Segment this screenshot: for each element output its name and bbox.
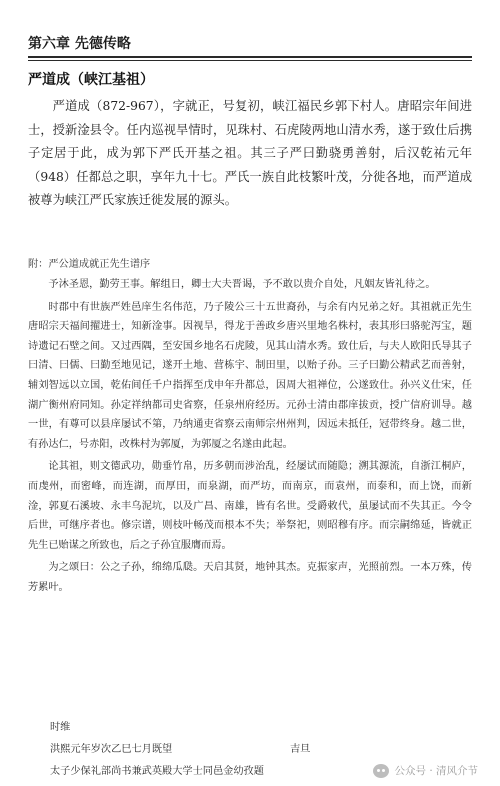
preface-paragraph: 论其祖，则文德武功，勋垂竹帛，历多朝而涉治乱，经屡试而随隐；溯其源流，自浙江桐庐，而虔州，而密峰，而连湖，而厚田，而泉湖，而严坊，而南京，而袁州，而泰和，而上饶，而新淦，郭夏石溪坡、永丰乌泥坑，以及广昌、南雄，皆有名世。受爵敕代，虽屡试而不失其正。今令后世，可继序者也。修宗谱，则枝叶畅茂而根本不失；举祭祀，则昭穆有序。而宗嗣绵延，皆就正先生已贻谋之所致也，后之子孙宜服膺而焉。 — [28, 461, 472, 551]
header-rule — [28, 56, 472, 58]
section-title: 严道成（峡江基祖） — [28, 72, 154, 88]
biography-text — [28, 95, 472, 213]
chapter-header: 第六章 先德传略 — [28, 36, 131, 52]
wechat-icon — [373, 764, 389, 778]
auspicious-label: 吉旦 — [290, 744, 311, 755]
appendix-label: 附：严公道成就正先生谱序 — [28, 259, 151, 270]
watermark-text: 公众号 · 清风介节 — [394, 765, 478, 777]
biography-paragraph: 严道成（872-967），字就正，号复初，峡江福民乡郭下村人。唐昭宗年间进士，授新淦县令。任内巡视旱情时，见珠村、石虎陵两地山清水秀，遂于致仕后携子定居于此，成为郭下严氏开基之祖。其三子严曰勤骁勇善射，后汉乾祐元年（948）任都总之职，享年九十七。严氏一族自此枝繁叶茂，分徙各地，而严道成被尊为峡江严氏家族迁徙发展的源头。 — [28, 99, 472, 208]
header-rule-thin — [28, 60, 472, 61]
preface-paragraph: 予沐圣恩，勤劳王事。解组日，卿士大夫晋谒，予不敢以贵介自处，凡姻友皆礼待之。 — [48, 279, 436, 290]
watermark — [373, 763, 478, 778]
book-page: 第六章 先德传略 严道成（峡江基祖） 严道成（872-967），字就正，号复初，峡江福民乡郭下村人。唐昭宗年间进士，授新淦县令。任内巡视旱情时，见珠村、石虎陵两地山清水秀，遂于致仕后携子定居于此，成为郭下严氏开基之祖。其三子严曰勤骁勇善射，后汉乾祐元年（948）任都总之职，享年九十七。严氏一族自此枝繁叶茂，分徙各地，而严道成被尊为峡江严氏家族迁徙发展的源头。 附：严公道成就正先生谱序 予沐圣恩，勤劳王事。解组日，卿士大夫晋谒，予不敢以贵介自处，凡姻友皆礼待之。 时郡中有世族严姓邑庠生名伟范，乃子陵公三十五世裔孙，与余有内兄弟之好。其祖就正先生唐昭宗天福间擢进士，知新淦事。因视旱，得龙于善政乡唐兴里地名株村，表其形曰骆驼泻宝，题诗遗记石壁之间。又过西隅，至安国乡地名石虎陵，见其山清水秀。致仕后，与夫人欧阳氏导其子曰清、曰儒、曰勤至地见记，遂开土地、营栋宇、制田里，以贻子孙。三子曰勤公精武艺而善射，辅刘智远以立国，乾佑间任千户指挥至戊申年升都总，因周大祖禅位，公遂致仕。孙兴义仕宋，任湖广衡州府同知。孙定祥纳都司史省察，任泉州府经历。元孙士清由郡庠拔贡，授广信府训导。越一世，有尊可以县庠屡试不第，乃纳通吏省察云南师宗州州判，因远未抵任，冠带终身。越二世，有孙达仁，号赤阳，改株村为郭厦，为郭厦之名遂由此起。 论其祖，则文德武功，勋垂竹帛，历多朝而涉治乱，经屡试而随隐；溯其源流，自浙江桐庐，而虔州，而密峰，而连湖，而厚田，而泉湖，而严坊，而南京，而袁州，而泰和，而上饶，而新淦，郭夏石溪坡、永丰乌泥坑，以及广昌、南雄，皆有名世。受爵敕代，虽屡试而不失其正。今令后世，可继序者也。修宗谱，则枝叶畅茂而根本不失；举祭祀，则昭穆有序。而宗嗣绵延，皆就正先生已贻谋之所致也，后之子孙宜服膺而焉。 为之颂曰：公之子孙，绵绵瓜瓞。天启其贤，地钟其杰。克振家声，光照前烈。一本万殊，传芳累叶。 时维 洪熙元年岁次乙巳七月既望 吉旦 太子少保礼部尚书兼武英殿大学士同邑金幼孜题 公众号 · 清风介节 — [28, 36, 478, 777]
preface-paragraph: 时郡中有世族严姓邑庠生名伟范，乃子陵公三十五世裔孙，与余有内兄弟之好。其祖就正先生唐昭宗天福间擢进士，知新淦事。因视旱，得龙于善政乡唐兴里地名株村，表其形曰骆驼泻宝，题诗遗记石壁之间。又过西隅，至安国乡地名石虎陵，见其山清水秀。致仕后，与夫人欧阳氏导其子曰清、曰儒、曰勤至地见记，遂开土地、营栋宇、制田里，以贻子孙。三子曰勤公精武艺而善射，辅刘智远以立国，乾佑间任千户指挥至戊申年升都总，因周大祖禅位，公遂致仕。孙兴义仕宋，任湖广衡州府同知。孙定祥纳都司史省察，任泉州府经历。元孙士清由郡庠拔贡，授广信府训导。越一世，有尊可以县庠屡试不第，乃纳通吏省察云南师宗州州判，因远未抵任，冠带终身。越二世，有孙达仁，号赤阳，改株村为郭厦，为郭厦之名遂由此起。 — [28, 301, 472, 450]
genealogy-preface — [28, 275, 472, 601]
preface-paragraph: 为之颂曰：公之子孙，绵绵瓜瓞。天启其贤，地钟其杰。克振家声，光照前烈。一本万殊，传芳累叶。 — [28, 562, 472, 593]
